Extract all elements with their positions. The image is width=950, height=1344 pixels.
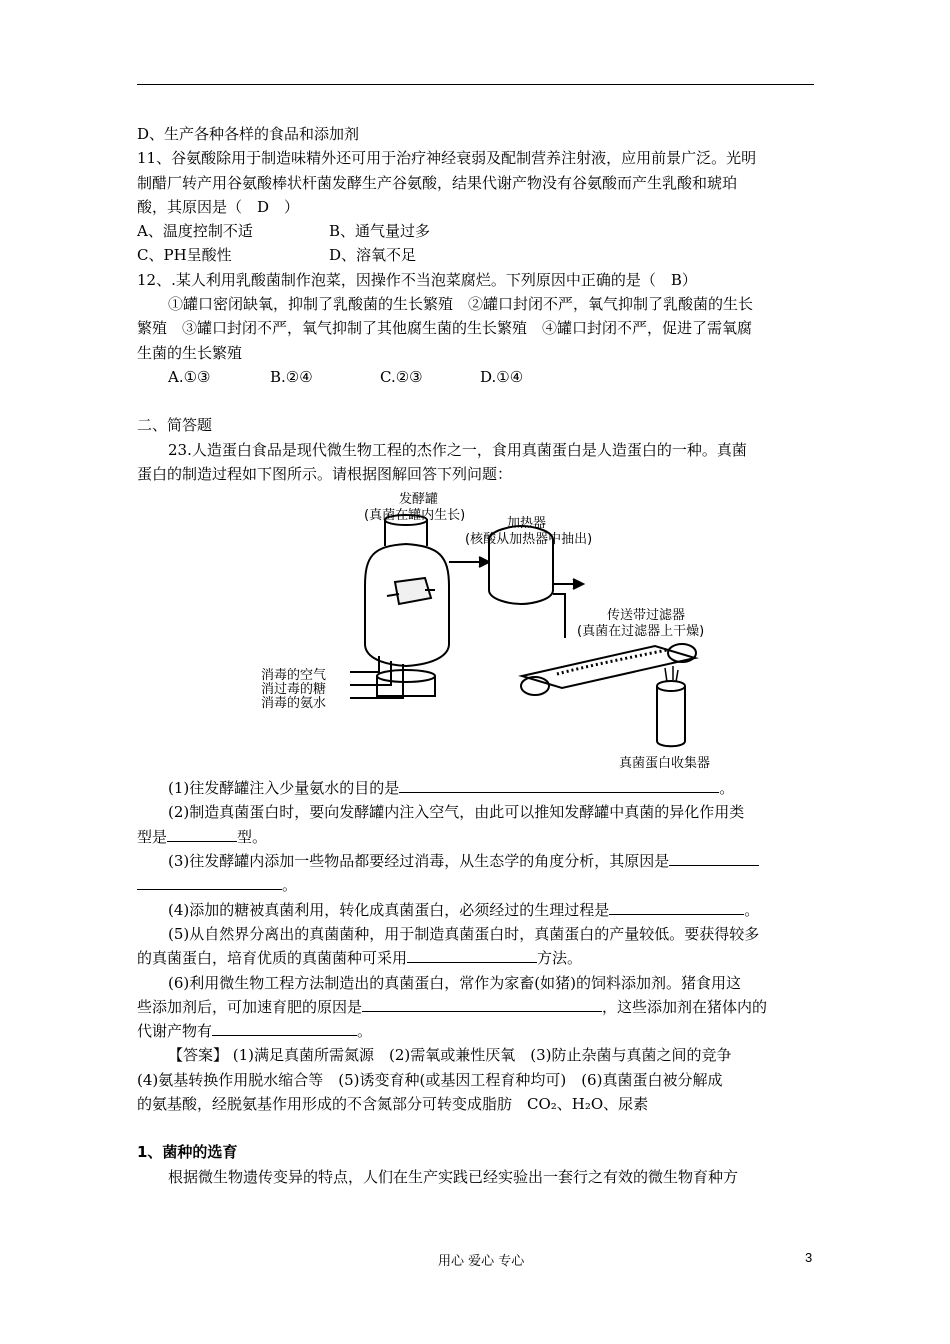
page-content bbox=[137, 122, 814, 1189]
subquestion-6-line-2: 些添加剂后，可加速育肥的原因是 ，这些添加剂在猪体内的 bbox=[137, 997, 768, 1016]
header-rule bbox=[137, 84, 814, 85]
choice-c: C.②③ bbox=[380, 367, 423, 386]
question-12-line-2: ①罐口密闭缺氧，抑制了乳酸菌的生长繁殖 ②罐口封闭不严，氧气抑制了乳酸菌的生长 bbox=[168, 295, 754, 314]
section-heading-strain-breeding: 1、菌种的选育 bbox=[137, 1143, 238, 1162]
option-c: C、PH呈酸性 bbox=[137, 246, 232, 265]
subquestion-6-line-3: 代谢产物有 。 bbox=[137, 1022, 373, 1041]
choice-d: D.①④ bbox=[480, 367, 524, 386]
answer-blank-2[interactable] bbox=[167, 826, 237, 842]
subquestion-4: (4)添加的糖被真菌利用，转化成真菌蛋白，必须经过的生理过程是 。 bbox=[168, 900, 760, 919]
heater-sublabel: (核酸从加热器中抽出) bbox=[465, 532, 593, 548]
heater-label: 加热器 bbox=[507, 516, 547, 532]
answer-line-1: 【答案】 (1)满足真菌所需氮源 (2)需氧或兼性厌氧 (3)防止杂菌与真菌之间的竞争 bbox=[168, 1046, 732, 1065]
last-paragraph-line: 根据微生物遗传变异的特点，人们在生产实践已经实验出一套行之有效的微生物育种方 bbox=[168, 1167, 739, 1186]
answer-blank-4[interactable] bbox=[609, 899, 744, 915]
question-12-line-1: 12、.某人利用乳酸菌制作泡菜，因操作不当泡菜腐烂。下列原因中正确的是（ B） bbox=[137, 270, 697, 289]
option-a: A、温度控制不适 bbox=[137, 222, 253, 241]
input-sugar-label: 消过毒的糖 bbox=[261, 682, 327, 698]
subquestion-1: (1)往发酵罐注入少量氨水的目的是 。 bbox=[168, 779, 735, 798]
question-12-options bbox=[137, 365, 814, 389]
page-number: 3 bbox=[805, 1250, 813, 1265]
question-11-line-1: 11、谷氨酸除用于制造味精外还可用于治疗神经衰弱及配制营养注射液，应用前景广泛。光明 bbox=[137, 149, 757, 168]
choice-a: A.①③ bbox=[168, 367, 211, 386]
belt-filter-label: 传送带过滤器 bbox=[607, 608, 686, 624]
subquestion-2-line-2: 型是 型。 bbox=[137, 827, 268, 846]
subquestion-2-line-1: (2)制造真菌蛋白时，要向发酵罐内注入空气，由此可以推知发酵罐中真菌的异化作用类 bbox=[168, 803, 745, 822]
answer-blank-5[interactable] bbox=[407, 947, 537, 963]
section-2-heading: 二、简答题 bbox=[137, 416, 213, 435]
answer-line-2: (4)氨基转换作用脱水缩合等 (5)诱变育种(或基因工程育种均可) (6)真菌蛋白被分解成 bbox=[137, 1070, 723, 1089]
subquestion-3-line-1: (3)往发酵罐内添加一些物品都要经过消毒，从生态学的角度分析，其原因是 bbox=[137, 849, 814, 873]
input-air-label: 消毒的空气 bbox=[261, 668, 327, 684]
answer-blank-1[interactable] bbox=[399, 777, 719, 793]
question-12-line-3: 繁殖 ③罐口封闭不严，氧气抑制了其他腐生菌的生长繁殖 ④罐口封闭不严，促进了需氧腐 bbox=[137, 319, 753, 338]
answer-blank-3b[interactable] bbox=[137, 874, 282, 890]
question-11-line-3: 酸，其原因是（ D ） bbox=[137, 197, 300, 216]
answer-line-3: 的氨基酸，经脱氨基作用形成的不含氮部分可转变成脂肪 CO₂、H₂O、尿素 bbox=[137, 1095, 649, 1114]
footer-motto: 用心 爱心 专心 bbox=[438, 1254, 525, 1269]
question-23-line-1: 23.人造蛋白食品是现代微生物工程的杰作之一，食用真菌蛋白是人造蛋白的一种。真菌 bbox=[168, 440, 747, 459]
choice-b: B.②④ bbox=[270, 367, 313, 386]
fermenter-label: 发酵罐 bbox=[399, 492, 439, 508]
question-11-line-2: 制醋厂转产用谷氨酸棒状杆菌发酵生产谷氨酸，结果代谢产物没有谷氨酸而产生乳酸和琥珀 bbox=[137, 173, 738, 192]
belt-filter-sublabel: (真菌在过滤器上干燥) bbox=[577, 624, 705, 640]
option-d: D、溶氧不足 bbox=[329, 246, 417, 265]
option-b: B、通气量过多 bbox=[329, 222, 431, 241]
subquestion-5-line-2: 的真菌蛋白，培育优质的真菌菌种可采用 方法。 bbox=[137, 949, 583, 968]
fermenter-sublabel: (真菌在罐内生长) bbox=[364, 508, 466, 524]
collector-label: 真菌蛋白收集器 bbox=[619, 756, 711, 772]
question-11-options-cd bbox=[137, 243, 814, 267]
fungal-protein-diagram bbox=[137, 486, 814, 776]
answer-blank-6a[interactable] bbox=[362, 996, 602, 1012]
subquestion-5-line-1: (5)从自然界分离出的真菌菌种，用于制造真菌蛋白时，真菌蛋白的产量较低。要获得较多 bbox=[168, 924, 760, 943]
option-d-line: D、生产各种各样的食品和添加剂 bbox=[137, 125, 360, 143]
answer-blank-6b[interactable] bbox=[212, 1020, 357, 1036]
subquestion-3-line-2: 。 bbox=[137, 873, 814, 897]
subquestion-6-line-1: (6)利用微生物工程方法制造出的真菌蛋白，常作为家畜(如猪)的饲料添加剂。猪食用这 bbox=[168, 973, 741, 992]
question-11-options-ab bbox=[137, 219, 814, 243]
question-23-line-2: 蛋白的制造过程如下图所示。请根据图解回答下列问题： bbox=[137, 464, 513, 483]
input-ammonia-label: 消毒的氨水 bbox=[261, 696, 327, 712]
answer-blank-3a[interactable] bbox=[669, 850, 759, 866]
question-12-line-4: 生菌的生长繁殖 bbox=[137, 343, 243, 362]
